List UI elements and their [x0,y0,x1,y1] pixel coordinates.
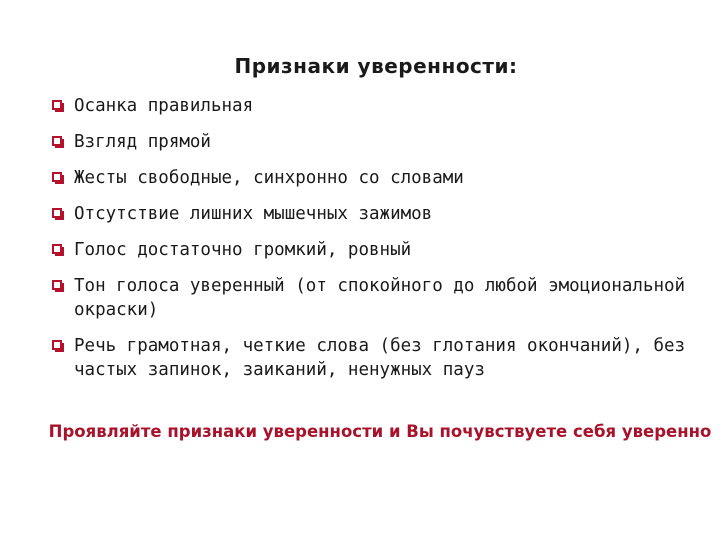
bullet-text: Голос достаточно громкий, ровный [74,240,412,260]
bullet-text: Взгляд прямой [74,132,211,152]
bullet-text: Осанка правильная [74,96,254,116]
bullet-text: Тон голоса уверенный (от спокойного до любой эмоциональной окраски) [74,276,696,320]
bullet-text: Жесты свободные, синхронно со словами [74,168,464,188]
square-bullet-icon [52,208,62,218]
list-item [52,202,702,238]
list-item [52,94,702,130]
list-item [52,274,702,334]
list-item [52,238,702,274]
bullet-text: Речь грамотная, четкие слова (без глотания окончаний), без частых запинок, заиканий, ненужных пауз [74,336,696,380]
square-bullet-icon [52,100,62,110]
bullet-text: Отсутствие лишних мышечных зажимов [74,204,433,224]
square-bullet-icon [52,172,62,182]
list-item [52,166,702,202]
square-bullet-icon [52,244,62,254]
call-to-action: Проявляйте признаки уверенности и Вы почувствуете себя уверенно [48,422,712,441]
square-bullet-icon [52,280,62,290]
list-item [52,334,702,418]
list-item [52,130,702,166]
square-bullet-icon [52,136,62,146]
square-bullet-icon [52,340,62,350]
slide-title: Признаки уверенности: [234,54,518,78]
bullet-list [52,94,702,418]
